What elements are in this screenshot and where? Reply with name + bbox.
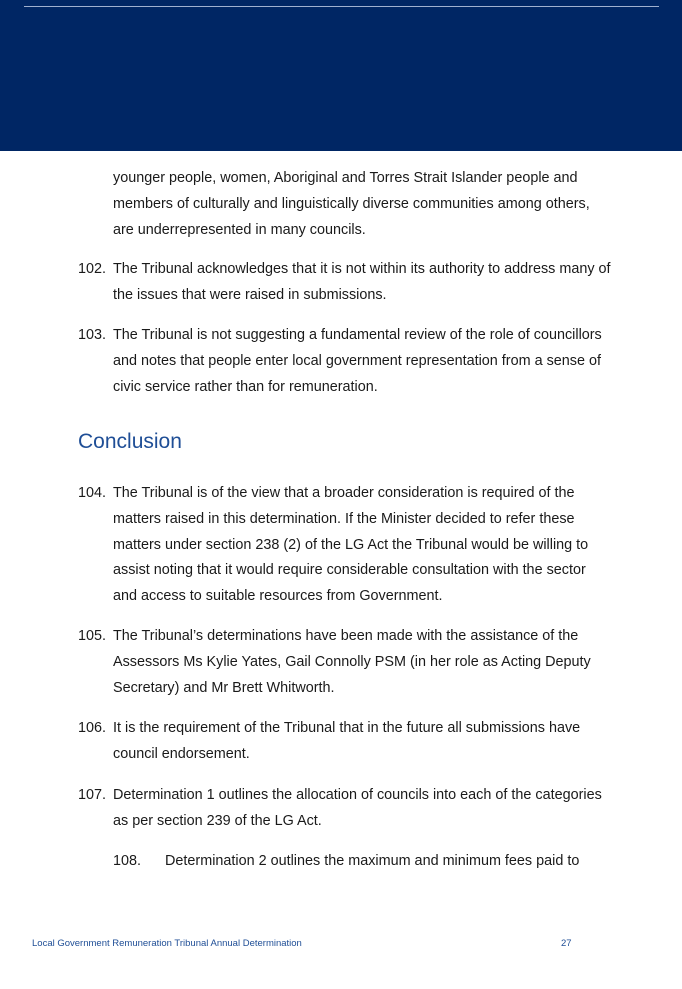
- paragraph-102: [78, 257, 613, 309]
- paragraph-number: 105.: [78, 628, 107, 644]
- paragraph-text: Determination 1 outlines the allocation of councils into each of the categories as per section 239 of the LG Act.: [113, 787, 602, 829]
- paragraph-104: [78, 481, 613, 610]
- paragraph-number: 108.: [113, 853, 142, 869]
- paragraph-108: [113, 849, 613, 875]
- section-heading: Conclusion: [78, 430, 182, 453]
- paragraph-105: [78, 624, 613, 701]
- paragraph-number: 102.: [78, 261, 107, 277]
- paragraph-number: 106.: [78, 720, 107, 736]
- header-banner: [0, 0, 682, 151]
- paragraph-text: It is the requirement of the Tribunal that in the future all submissions have council endorsement.: [113, 720, 581, 762]
- footer-title: Local Government Remuneration Tribunal Annual Determination: [32, 938, 302, 949]
- paragraph-text: The Tribunal is of the view that a broader consideration is required of the matters raised in this determination. If the Minister decided to refer these matters under section 238 (2) of the LG Act the Tribunal would be willing to assist noting that it would require considerable consultation with the sector and access to suitable resources from Government.: [113, 485, 589, 605]
- paragraph-107: [78, 783, 613, 835]
- paragraph-text: The Tribunal’s determinations have been made with the assistance of the Assessors Ms Kylie Yates, Gail Connolly PSM (in her role as Acting Deputy Secretary) and Mr Brett Whitworth.: [113, 628, 591, 696]
- intro-paragraph: younger people, women, Aboriginal and Torres Strait Islander people and members of culturally and linguistically diverse communities among others, are underrepresented in many councils.: [113, 170, 590, 238]
- paragraph-text: Determination 2 outlines the maximum and minimum fees paid to: [165, 853, 580, 869]
- paragraph-number: 107.: [78, 787, 107, 803]
- paragraph-103: [78, 323, 613, 400]
- paragraph-number: 103.: [78, 327, 107, 343]
- paragraph-text: The Tribunal acknowledges that it is not within its authority to address many of the issues that were raised in submissions.: [113, 261, 611, 303]
- header-rule: [24, 6, 659, 7]
- paragraph-number: 104.: [78, 485, 107, 501]
- paragraph-106: [78, 716, 613, 768]
- paragraph-text: The Tribunal is not suggesting a fundamental review of the role of councillors and notes that people enter local government representation from a sense of civic service rather than for remuneration.: [113, 327, 602, 395]
- footer-page-number: 27: [561, 938, 572, 949]
